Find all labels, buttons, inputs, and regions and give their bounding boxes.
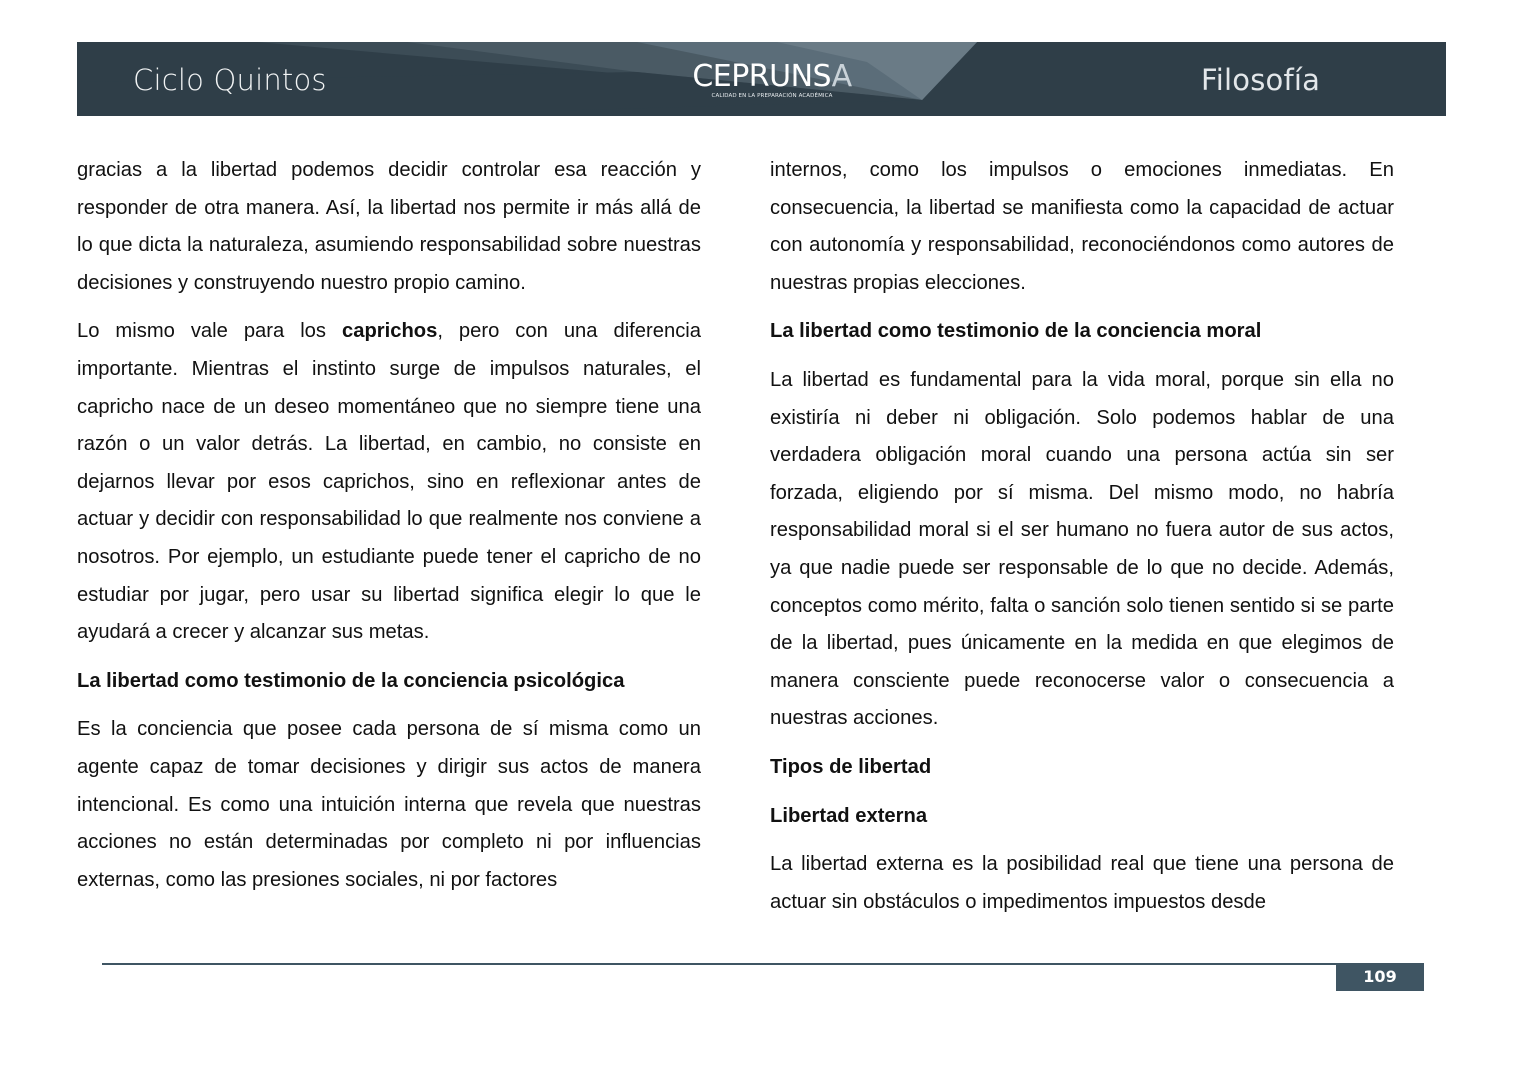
paragraph-caprichos: [77, 313, 701, 651]
text-run: Lo mismo vale para los: [77, 320, 342, 343]
paragraph: Es la conciencia que posee cada persona de sí misma como un agente capaz de tomar decisiones y dirigir sus actos de manera intencional. Es como una intuición interna que revela que nuestras acciones no están determinadas por completo ni por influencias externas, como las presiones sociales, ni por factores: [77, 718, 701, 891]
subsection-heading: Libertad externa: [770, 804, 928, 827]
logo-wordmark: [687, 59, 857, 94]
right-column: [770, 152, 1394, 932]
text-run: , pero con una diferencia importante. Mientras el instinto surge de impulsos naturales, el capricho nace de un deseo momentáneo que no siempre tiene una razón o un valor detrás. La libertad, en cambio, no consiste en dejarnos llevar por esos caprichos, sino en reflexionar antes de actuar y decidir con responsabilidad lo que realmente nos conviene a nosotros. Por ejemplo, un estudiante puede tener el capricho de no estudiar por jugar, pero usar su libertad significa elegir lo que le ayudará a crecer y alcanzar sus metas.: [77, 320, 702, 644]
logo-wordmark-accent: A: [831, 59, 852, 94]
section-heading: Tipos de libertad: [770, 755, 932, 778]
paragraph: La libertad externa es la posibilidad real que tiene una persona de actuar sin obstáculos o impedimentos impuestos desde: [770, 853, 1394, 913]
logo-wordmark-main: CEPRUNS: [692, 59, 832, 94]
paragraph: La libertad es fundamental para la vida moral, porque sin ella no existiría ni deber ni obligación. Solo podemos hablar de una verdadera obligación moral cuando una persona actúa sin ser forzada, eligiendo por sí misma. Del mismo modo, no habría responsabilidad moral si el ser humano no fuera autor de sus actos, ya que nadie puede ser responsable de lo que no decide. Además, conceptos como mérito, falta o sanción solo tienen sentido si se parte de la libertad, pues únicamente en la medida en que elegimos de manera consciente puede reconocerse valor o consecuencia a nuestras acciones.: [770, 368, 1394, 730]
page-number: 109: [1336, 963, 1424, 991]
footer-divider: [102, 963, 1336, 965]
paragraph: gracias a la libertad podemos decidir controlar esa reacción y responder de otra manera. Así, la libertad nos permite ir más allá de lo que dicta la naturaleza, asumiendo responsabilidad sobre nuestras decisiones y construyendo nuestro propio camino.: [77, 159, 701, 294]
left-column: [77, 152, 701, 910]
bold-term: caprichos: [341, 320, 438, 343]
ceprunsa-logo: [687, 59, 857, 99]
paragraph: internos, como los impulsos o emociones inmediatas. En consecuencia, la libertad se manifiesta como la capacidad de actuar con autonomía y responsabilidad, reconociéndonos como autores de nuestras propias elecciones.: [770, 159, 1394, 294]
subject-title: Filosofía: [1201, 63, 1321, 97]
course-title: Ciclo Quintos: [133, 63, 327, 97]
section-heading: La libertad como testimonio de la conciencia moral: [770, 320, 1262, 343]
logo-tagline: CALIDAD EN LA PREPARACIÓN ACADÉMICA: [711, 93, 833, 99]
section-heading: La libertad como testimonio de la conciencia psicológica: [77, 669, 625, 692]
page-header: [77, 42, 1446, 116]
